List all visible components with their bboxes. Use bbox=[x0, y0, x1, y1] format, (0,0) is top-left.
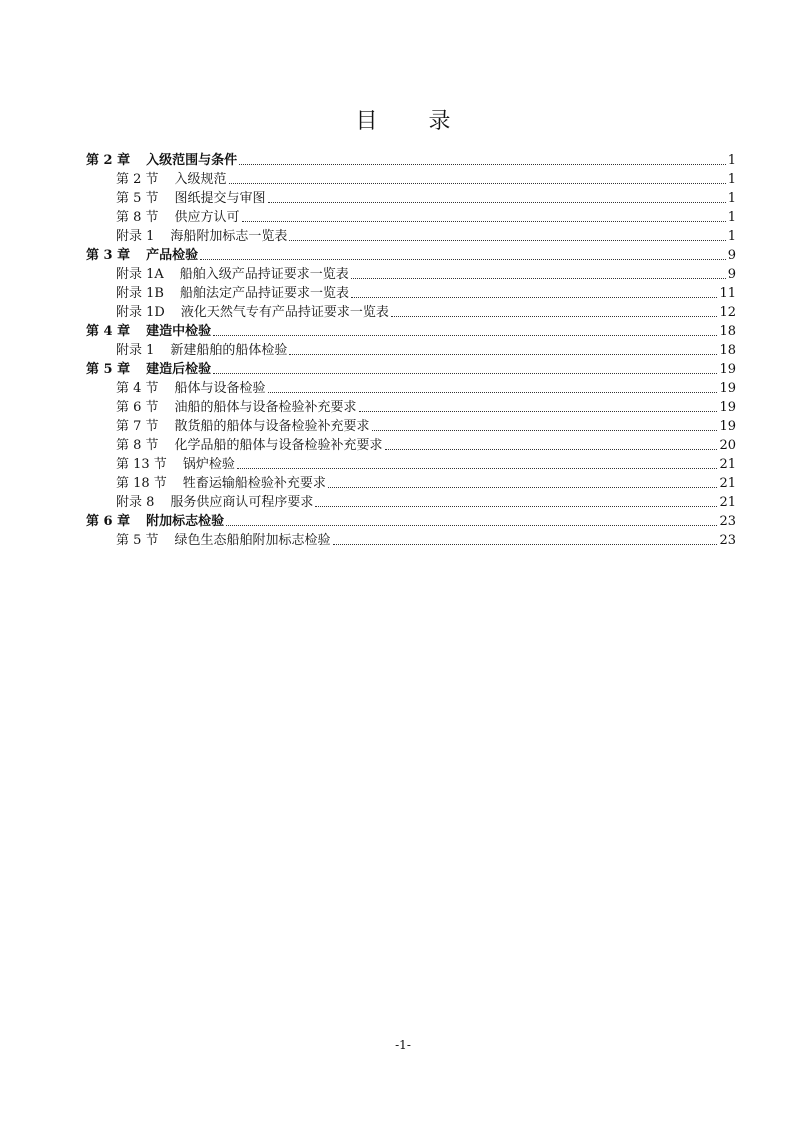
toc-page-number: 18 bbox=[719, 324, 736, 339]
toc-title: 目 录 bbox=[355, 109, 473, 134]
toc-section-entry[interactable] bbox=[86, 208, 736, 227]
toc-page-number: 9 bbox=[727, 248, 736, 263]
toc-section-entry[interactable] bbox=[86, 189, 736, 208]
toc-page-number: 23 bbox=[719, 514, 736, 529]
toc-entry-number: 第 6 节 bbox=[116, 400, 159, 415]
toc-section-entry[interactable] bbox=[86, 284, 736, 303]
toc-section-entry[interactable] bbox=[86, 417, 736, 436]
toc-page-number: 1 bbox=[727, 191, 736, 206]
toc-page-number: 21 bbox=[719, 457, 736, 472]
toc-entry-title: 油船的船体与设备检验补充要求 bbox=[174, 400, 357, 415]
toc-leader-dots bbox=[237, 467, 718, 469]
toc-chapter-entry[interactable] bbox=[86, 322, 736, 341]
toc-entry-title: 入级规范 bbox=[174, 172, 227, 187]
toc-entry-title: 液化天然气专有产品持证要求一览表 bbox=[180, 305, 389, 320]
toc-section-entry[interactable] bbox=[86, 170, 736, 189]
toc-entry-number: 第 5 章 bbox=[86, 362, 131, 377]
toc-section-entry[interactable] bbox=[86, 493, 736, 512]
toc-entry-title: 附加标志检验 bbox=[146, 514, 225, 529]
toc-section-entry[interactable] bbox=[86, 227, 736, 246]
toc-entry-title: 海船附加标志一览表 bbox=[170, 229, 288, 244]
toc-entry-label bbox=[86, 512, 224, 531]
toc-entry-label bbox=[116, 170, 227, 189]
toc-page-number: 1 bbox=[727, 210, 736, 225]
toc-entry-title: 绿色生态船舶附加标志检验 bbox=[174, 533, 331, 548]
toc-entry-title: 建造后检验 bbox=[146, 362, 212, 377]
toc-entry-label bbox=[116, 436, 383, 455]
toc-entry-title: 船舶入级产品持证要求一览表 bbox=[179, 267, 349, 282]
toc-page-number: 19 bbox=[719, 381, 736, 396]
toc-entry-title: 锅炉检验 bbox=[182, 457, 235, 472]
toc-entry-label bbox=[86, 322, 211, 341]
toc-entry-number: 附录 1A bbox=[116, 267, 164, 282]
toc-entry-label bbox=[116, 208, 240, 227]
toc-entry-label bbox=[116, 455, 235, 474]
toc-entry-number: 第 3 章 bbox=[86, 248, 131, 263]
toc-entry-title: 散货船的船体与设备检验补充要求 bbox=[174, 419, 370, 434]
toc-page-number: 11 bbox=[719, 286, 736, 301]
toc-page-number: 23 bbox=[719, 533, 736, 548]
toc-page-number: 20 bbox=[719, 438, 736, 453]
toc-entry-label bbox=[116, 341, 287, 360]
toc-section-entry[interactable] bbox=[86, 455, 736, 474]
toc-entry-number: 第 5 节 bbox=[116, 191, 159, 206]
toc-leader-dots bbox=[359, 410, 718, 412]
toc-leader-dots bbox=[289, 353, 717, 355]
toc-chapter-entry[interactable] bbox=[86, 246, 736, 265]
toc-entry-number: 第 5 节 bbox=[116, 533, 159, 548]
toc-entry-number: 第 7 节 bbox=[116, 419, 159, 434]
toc-entry-label bbox=[116, 189, 266, 208]
page-number: -1- bbox=[395, 1038, 411, 1052]
toc-entry-title: 化学品船的船体与设备检验补充要求 bbox=[174, 438, 383, 453]
toc-chapter-entry[interactable] bbox=[86, 512, 736, 531]
toc-leader-dots bbox=[226, 524, 717, 526]
toc-leader-dots bbox=[200, 258, 726, 260]
toc-entry-title: 船舶法定产品持证要求一览表 bbox=[179, 286, 349, 301]
toc-page-number: 21 bbox=[719, 495, 736, 510]
toc-entry-number: 第 4 章 bbox=[86, 324, 131, 339]
toc-entry-number: 第 2 章 bbox=[86, 153, 131, 168]
toc-section-entry[interactable] bbox=[86, 474, 736, 493]
toc-section-entry[interactable] bbox=[86, 379, 736, 398]
toc-section-entry[interactable] bbox=[86, 398, 736, 417]
toc-entry-label bbox=[86, 246, 198, 265]
toc-page-number: 1 bbox=[727, 153, 736, 168]
toc-leader-dots bbox=[239, 163, 726, 165]
toc-entry-number: 附录 8 bbox=[116, 495, 155, 510]
toc-page-number: 1 bbox=[727, 229, 736, 244]
toc-entry-number: 第 18 节 bbox=[116, 476, 167, 491]
toc-leader-dots bbox=[328, 486, 718, 488]
toc-entry-label bbox=[116, 265, 349, 284]
toc-leader-dots bbox=[268, 201, 726, 203]
toc-entry-number: 附录 1D bbox=[116, 305, 165, 320]
toc-leader-dots bbox=[391, 315, 718, 317]
toc-entry-title: 图纸提交与审图 bbox=[174, 191, 266, 206]
toc-entry-number: 第 2 节 bbox=[116, 172, 159, 187]
toc-entry-title: 入级范围与条件 bbox=[146, 153, 238, 168]
toc-leader-dots bbox=[229, 182, 726, 184]
toc-entry-title: 建造中检验 bbox=[146, 324, 212, 339]
toc-entry-title: 船体与设备检验 bbox=[174, 381, 266, 396]
toc-chapter-entry[interactable] bbox=[86, 360, 736, 379]
toc-page-number: 19 bbox=[719, 400, 736, 415]
toc-entry-title: 产品检验 bbox=[146, 248, 199, 263]
toc-entry-label bbox=[116, 417, 370, 436]
toc-entry-number: 附录 1 bbox=[116, 343, 155, 358]
toc-entry-label bbox=[86, 360, 211, 379]
toc-chapter-entry[interactable] bbox=[86, 151, 736, 170]
toc-leader-dots bbox=[385, 448, 718, 450]
toc-page-number: 21 bbox=[719, 476, 736, 491]
toc-entry-label bbox=[116, 531, 331, 550]
toc-entry-title: 牲畜运输船检验补充要求 bbox=[182, 476, 326, 491]
toc-entry-title: 供应方认可 bbox=[174, 210, 240, 225]
toc-section-entry[interactable] bbox=[86, 303, 736, 322]
table-of-contents bbox=[86, 151, 736, 550]
toc-leader-dots bbox=[351, 296, 717, 298]
toc-entry-title: 服务供应商认可程序要求 bbox=[170, 495, 314, 510]
toc-leader-dots bbox=[372, 429, 718, 431]
toc-leader-dots bbox=[333, 543, 718, 545]
toc-leader-dots bbox=[213, 372, 717, 374]
toc-page-number: 19 bbox=[719, 419, 736, 434]
toc-entry-label bbox=[116, 493, 313, 512]
toc-entry-label bbox=[116, 227, 287, 246]
toc-entry-label bbox=[116, 474, 326, 493]
toc-page-number: 18 bbox=[719, 343, 736, 358]
toc-entry-label bbox=[116, 379, 266, 398]
toc-section-entry[interactable] bbox=[86, 265, 736, 284]
toc-section-entry[interactable] bbox=[86, 341, 736, 360]
toc-entry-number: 附录 1 bbox=[116, 229, 155, 244]
toc-leader-dots bbox=[289, 239, 725, 241]
toc-page-number: 19 bbox=[719, 362, 736, 377]
toc-entry-label bbox=[116, 398, 357, 417]
toc-entry-label bbox=[116, 303, 389, 322]
toc-section-entry[interactable] bbox=[86, 531, 736, 550]
toc-leader-dots bbox=[268, 391, 718, 393]
toc-page-number: 12 bbox=[719, 305, 736, 320]
toc-entry-label bbox=[86, 151, 237, 170]
toc-page-number: 1 bbox=[727, 172, 736, 187]
toc-entry-number: 附录 1B bbox=[116, 286, 164, 301]
toc-entry-number: 第 8 节 bbox=[116, 210, 159, 225]
toc-entry-number: 第 6 章 bbox=[86, 514, 131, 529]
toc-leader-dots bbox=[315, 505, 717, 507]
toc-entry-number: 第 13 节 bbox=[116, 457, 167, 472]
toc-leader-dots bbox=[213, 334, 717, 336]
toc-section-entry[interactable] bbox=[86, 436, 736, 455]
toc-entry-label bbox=[116, 284, 349, 303]
toc-entry-title: 新建船舶的船体检验 bbox=[170, 343, 288, 358]
toc-leader-dots bbox=[242, 220, 726, 222]
toc-page-number: 9 bbox=[727, 267, 736, 282]
toc-leader-dots bbox=[351, 277, 726, 279]
toc-entry-number: 第 8 节 bbox=[116, 438, 159, 453]
toc-entry-number: 第 4 节 bbox=[116, 381, 159, 396]
